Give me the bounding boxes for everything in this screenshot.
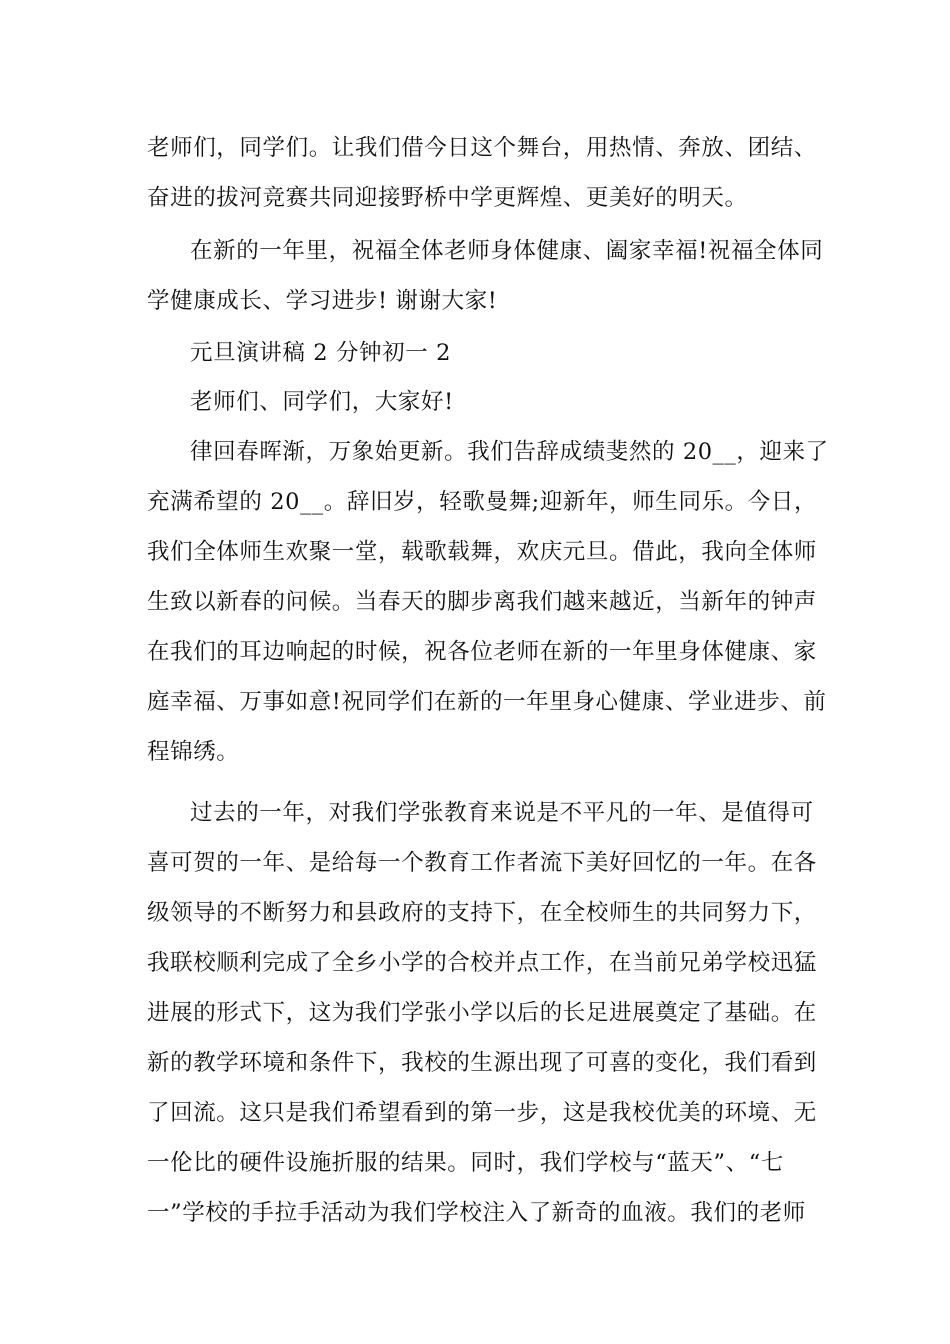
text-line: 新的教学环境和条件下，我校的生源出现了可喜的变化，我们看到	[147, 1050, 817, 1076]
text-line: 我联校顺利完成了全乡小学的合校并点工作，在当前兄弟学校迅猛	[147, 950, 817, 976]
text-line: 程锦绣。	[147, 739, 240, 765]
text-line: 喜可贺的一年、是给每一个教育工作者流下美好回忆的一年。在各	[147, 850, 817, 876]
text-line: 在新的一年里，祝福全体老师身体健康、阖家幸福!祝福全体同	[190, 238, 824, 264]
text-line: 充满希望的 20__。辞旧岁，轻歌曼舞;迎新年，师生同乐。今日，	[147, 489, 818, 515]
text-line: 老师们，同学们。让我们借今日这个舞台，用热情、奔放、团结、	[147, 135, 817, 161]
text-line: 律回春晖渐，万象始更新。我们告辞成绩斐然的 20__，迎来了	[190, 439, 829, 465]
text-line: 了回流。这只是我们希望看到的第一步，这是我校优美的环境、无	[147, 1100, 817, 1126]
text-line: 我们全体师生欢聚一堂，载歌载舞，欢庆元旦。借此，我向全体师	[147, 539, 817, 565]
text-line: 庭幸福、万事如意!祝同学们在新的一年里身心健康、学业进步、前	[147, 689, 827, 715]
text-line: 一伦比的硬件设施折服的结果。同时，我们学校与“蓝天”、“七	[147, 1150, 784, 1176]
text-line: 级领导的不断努力和县政府的支持下，在全校师生的共同努力下，	[147, 900, 817, 926]
greeting-line: 老师们、同学们，大家好!	[190, 389, 454, 415]
text-line: 一”学校的手拉手活动为我们学校注入了新奇的血液。我们的老师	[147, 1200, 806, 1226]
text-line: 生致以新春的问候。当春天的脚步离我们越来越近，当新年的钟声	[147, 589, 817, 615]
text-line: 奋进的拔河竞赛共同迎接野桥中学更辉煌、更美好的明天。	[147, 185, 748, 211]
text-line: 过去的一年，对我们学张教育来说是不平凡的一年、是值得可	[190, 800, 814, 826]
text-line: 在我们的耳边响起的时候，祝各位老师在新的一年里身体健康、家	[147, 639, 817, 665]
section-heading: 元旦演讲稿 2 分钟初一 2	[190, 340, 451, 366]
text-line: 进展的形式下，这为我们学张小学以后的长足进展奠定了基础。在	[147, 1000, 817, 1026]
text-line: 学健康成长、学习进步! 谢谢大家!	[147, 288, 498, 314]
